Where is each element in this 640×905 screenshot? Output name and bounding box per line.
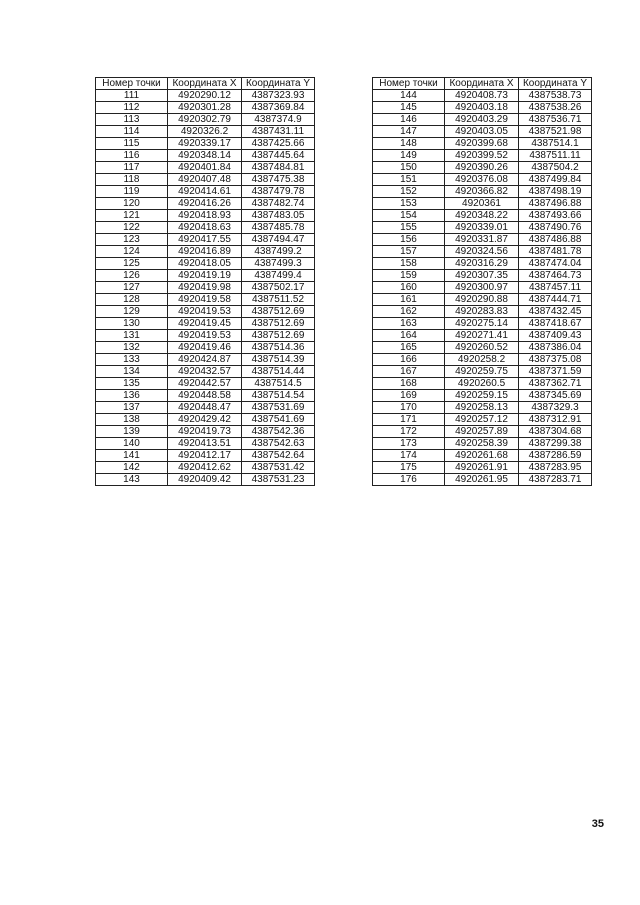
cell-coordinate-y: 4387538.26 (519, 102, 592, 114)
cell-coordinate-y: 4387304.68 (519, 426, 592, 438)
cell-coordinate-x: 4920419.46 (168, 342, 242, 354)
cell-coordinate-x: 4920419.58 (168, 294, 242, 306)
cell-coordinate-y: 4387504.2 (519, 162, 592, 174)
table-row (96, 282, 315, 294)
cell-point-number: 148 (373, 138, 445, 150)
cell-point-number: 161 (373, 294, 445, 306)
cell-point-number: 151 (373, 174, 445, 186)
cell-coordinate-x: 4920258.2 (445, 354, 519, 366)
cell-coordinate-x: 4920432.57 (168, 366, 242, 378)
table-row (96, 210, 315, 222)
cell-point-number: 154 (373, 210, 445, 222)
cell-coordinate-y: 4387514.54 (242, 390, 315, 402)
cell-coordinate-x: 4920275.14 (445, 318, 519, 330)
cell-coordinate-x: 4920403.29 (445, 114, 519, 126)
table-row (96, 474, 315, 486)
table-row (373, 150, 592, 162)
cell-coordinate-y: 4387329.3 (519, 402, 592, 414)
table-row (96, 342, 315, 354)
table-row (96, 186, 315, 198)
cell-coordinate-x: 4920261.68 (445, 450, 519, 462)
cell-point-number: 126 (96, 270, 168, 282)
cell-point-number: 120 (96, 198, 168, 210)
table-row (96, 438, 315, 450)
cell-coordinate-y: 4387511.11 (519, 150, 592, 162)
cell-point-number: 167 (373, 366, 445, 378)
cell-coordinate-x: 4920419.98 (168, 282, 242, 294)
cell-point-number: 141 (96, 450, 168, 462)
table-row (96, 354, 315, 366)
table-row (96, 90, 315, 102)
table-header-row (373, 78, 592, 90)
cell-point-number: 169 (373, 390, 445, 402)
cell-coordinate-x: 4920399.68 (445, 138, 519, 150)
table-row (373, 438, 592, 450)
cell-coordinate-x: 4920419.73 (168, 426, 242, 438)
table-row (373, 378, 592, 390)
table-row (373, 162, 592, 174)
cell-coordinate-x: 4920258.39 (445, 438, 519, 450)
cell-coordinate-x: 4920260.52 (445, 342, 519, 354)
cell-coordinate-x: 4920419.53 (168, 330, 242, 342)
cell-point-number: 170 (373, 402, 445, 414)
cell-coordinate-x: 4920361 (445, 198, 519, 210)
cell-coordinate-y: 4387514.39 (242, 354, 315, 366)
cell-coordinate-y: 4387482.74 (242, 198, 315, 210)
cell-point-number: 114 (96, 126, 168, 138)
cell-point-number: 139 (96, 426, 168, 438)
cell-coordinate-y: 4387323.93 (242, 90, 315, 102)
table-row (373, 462, 592, 474)
cell-point-number: 165 (373, 342, 445, 354)
cell-coordinate-x: 4920259.15 (445, 390, 519, 402)
cell-coordinate-y: 4387538.73 (519, 90, 592, 102)
cell-point-number: 116 (96, 150, 168, 162)
cell-coordinate-x: 4920258.13 (445, 402, 519, 414)
cell-point-number: 156 (373, 234, 445, 246)
cell-coordinate-y: 4387514.1 (519, 138, 592, 150)
cell-coordinate-x: 4920348.22 (445, 210, 519, 222)
table-row (373, 282, 592, 294)
cell-point-number: 172 (373, 426, 445, 438)
table-row (373, 306, 592, 318)
cell-point-number: 125 (96, 258, 168, 270)
cell-coordinate-y: 4387386.04 (519, 342, 592, 354)
cell-coordinate-x: 4920442.57 (168, 378, 242, 390)
cell-coordinate-y: 4387496.88 (519, 198, 592, 210)
cell-coordinate-x: 4920408.73 (445, 90, 519, 102)
cell-coordinate-y: 4387511.52 (242, 294, 315, 306)
cell-coordinate-x: 4920331.87 (445, 234, 519, 246)
table-row (96, 270, 315, 282)
cell-coordinate-y: 4387474.04 (519, 258, 592, 270)
cell-coordinate-x: 4920407.48 (168, 174, 242, 186)
coordinates-table-right (372, 77, 592, 486)
cell-point-number: 128 (96, 294, 168, 306)
cell-coordinate-y: 4387542.36 (242, 426, 315, 438)
cell-point-number: 157 (373, 246, 445, 258)
cell-coordinate-x: 4920261.95 (445, 474, 519, 486)
table-row (373, 450, 592, 462)
cell-coordinate-x: 4920290.88 (445, 294, 519, 306)
cell-coordinate-y: 4387479.78 (242, 186, 315, 198)
cell-coordinate-x: 4920376.08 (445, 174, 519, 186)
table-row (373, 294, 592, 306)
cell-coordinate-x: 4920283.83 (445, 306, 519, 318)
cell-point-number: 150 (373, 162, 445, 174)
cell-point-number: 135 (96, 378, 168, 390)
cell-point-number: 131 (96, 330, 168, 342)
cell-coordinate-y: 4387494.47 (242, 234, 315, 246)
cell-coordinate-x: 4920412.62 (168, 462, 242, 474)
table-row (373, 222, 592, 234)
cell-point-number: 115 (96, 138, 168, 150)
cell-coordinate-y: 4387531.42 (242, 462, 315, 474)
cell-coordinate-y: 4387490.76 (519, 222, 592, 234)
column-header-point-number: Номер точки (96, 78, 168, 90)
table-row (96, 378, 315, 390)
cell-coordinate-y: 4387512.69 (242, 318, 315, 330)
cell-coordinate-x: 4920390.26 (445, 162, 519, 174)
cell-coordinate-x: 4920257.12 (445, 414, 519, 426)
table-row (96, 306, 315, 318)
table-row (373, 414, 592, 426)
cell-coordinate-y: 4387486.88 (519, 234, 592, 246)
table-row (96, 414, 315, 426)
cell-coordinate-x: 4920413.51 (168, 438, 242, 450)
cell-coordinate-x: 4920348.14 (168, 150, 242, 162)
cell-coordinate-x: 4920339.01 (445, 222, 519, 234)
table-row (373, 234, 592, 246)
table-row (96, 390, 315, 402)
cell-point-number: 123 (96, 234, 168, 246)
cell-point-number: 137 (96, 402, 168, 414)
cell-coordinate-x: 4920271.41 (445, 330, 519, 342)
cell-point-number: 112 (96, 102, 168, 114)
table-row (373, 210, 592, 222)
cell-coordinate-x: 4920401.84 (168, 162, 242, 174)
table-row (373, 174, 592, 186)
cell-coordinate-y: 4387512.69 (242, 306, 315, 318)
cell-point-number: 162 (373, 306, 445, 318)
table-row (373, 426, 592, 438)
column-header-coordinate-y: Координата Y (242, 78, 315, 90)
cell-coordinate-x: 4920419.45 (168, 318, 242, 330)
table-row (373, 354, 592, 366)
cell-coordinate-x: 4920448.58 (168, 390, 242, 402)
table-row (96, 450, 315, 462)
cell-point-number: 130 (96, 318, 168, 330)
cell-point-number: 160 (373, 282, 445, 294)
cell-coordinate-x: 4920307.35 (445, 270, 519, 282)
cell-coordinate-y: 4387283.95 (519, 462, 592, 474)
cell-point-number: 159 (373, 270, 445, 282)
column-header-coordinate-y: Координата Y (519, 78, 592, 90)
cell-coordinate-x: 4920339.17 (168, 138, 242, 150)
table-row (373, 330, 592, 342)
cell-point-number: 132 (96, 342, 168, 354)
cell-coordinate-x: 4920416.89 (168, 246, 242, 258)
cell-coordinate-y: 4387541.69 (242, 414, 315, 426)
cell-point-number: 168 (373, 378, 445, 390)
cell-coordinate-x: 4920409.42 (168, 474, 242, 486)
cell-point-number: 127 (96, 282, 168, 294)
cell-point-number: 166 (373, 354, 445, 366)
cell-coordinate-y: 4387432.45 (519, 306, 592, 318)
cell-coordinate-x: 4920260.5 (445, 378, 519, 390)
cell-coordinate-x: 4920418.63 (168, 222, 242, 234)
table-row (373, 138, 592, 150)
cell-point-number: 153 (373, 198, 445, 210)
cell-point-number: 155 (373, 222, 445, 234)
cell-coordinate-x: 4920416.26 (168, 198, 242, 210)
table-row (96, 366, 315, 378)
cell-coordinate-y: 4387312.91 (519, 414, 592, 426)
table-row (96, 426, 315, 438)
cell-point-number: 133 (96, 354, 168, 366)
coordinates-table-left (95, 77, 315, 486)
cell-coordinate-y: 4387418.67 (519, 318, 592, 330)
table-row (96, 258, 315, 270)
table-row (373, 270, 592, 282)
cell-coordinate-y: 4387485.78 (242, 222, 315, 234)
cell-coordinate-y: 4387345.69 (519, 390, 592, 402)
table-header-row (96, 78, 315, 90)
table-row (96, 162, 315, 174)
cell-point-number: 158 (373, 258, 445, 270)
cell-coordinate-x: 4920302.79 (168, 114, 242, 126)
cell-point-number: 136 (96, 390, 168, 402)
table-row (373, 126, 592, 138)
cell-coordinate-x: 4920316.29 (445, 258, 519, 270)
cell-coordinate-y: 4387514.5 (242, 378, 315, 390)
cell-coordinate-x: 4920257.89 (445, 426, 519, 438)
table-row (96, 150, 315, 162)
page-number: 35 (591, 818, 604, 830)
cell-coordinate-y: 4387375.08 (519, 354, 592, 366)
cell-point-number: 118 (96, 174, 168, 186)
cell-coordinate-x: 4920414.61 (168, 186, 242, 198)
cell-coordinate-x: 4920301.28 (168, 102, 242, 114)
cell-coordinate-y: 4387483.05 (242, 210, 315, 222)
cell-point-number: 164 (373, 330, 445, 342)
cell-coordinate-y: 4387369.84 (242, 102, 315, 114)
cell-point-number: 146 (373, 114, 445, 126)
cell-coordinate-y: 4387514.44 (242, 366, 315, 378)
cell-point-number: 173 (373, 438, 445, 450)
table-row (373, 390, 592, 402)
cell-coordinate-y: 4387536.71 (519, 114, 592, 126)
cell-coordinate-x: 4920418.05 (168, 258, 242, 270)
table-row (373, 90, 592, 102)
cell-coordinate-y: 4387542.63 (242, 438, 315, 450)
cell-coordinate-y: 4387498.19 (519, 186, 592, 198)
cell-coordinate-y: 4387493.66 (519, 210, 592, 222)
cell-coordinate-x: 4920403.05 (445, 126, 519, 138)
table-row (96, 318, 315, 330)
cell-point-number: 152 (373, 186, 445, 198)
cell-coordinate-y: 4387371.59 (519, 366, 592, 378)
cell-coordinate-x: 4920261.91 (445, 462, 519, 474)
cell-coordinate-y: 4387499.84 (519, 174, 592, 186)
cell-point-number: 117 (96, 162, 168, 174)
cell-point-number: 122 (96, 222, 168, 234)
table-row (373, 114, 592, 126)
cell-coordinate-y: 4387464.73 (519, 270, 592, 282)
cell-coordinate-x: 4920429.42 (168, 414, 242, 426)
cell-coordinate-y: 4387484.81 (242, 162, 315, 174)
table-row (96, 462, 315, 474)
table-row (373, 318, 592, 330)
cell-coordinate-x: 4920424.87 (168, 354, 242, 366)
cell-point-number: 143 (96, 474, 168, 486)
cell-coordinate-x: 4920403.18 (445, 102, 519, 114)
table-row (96, 126, 315, 138)
cell-coordinate-x: 4920300.97 (445, 282, 519, 294)
column-header-point-number: Номер точки (373, 78, 445, 90)
cell-point-number: 175 (373, 462, 445, 474)
cell-point-number: 171 (373, 414, 445, 426)
cell-coordinate-y: 4387512.69 (242, 330, 315, 342)
cell-point-number: 142 (96, 462, 168, 474)
cell-point-number: 111 (96, 90, 168, 102)
table-row (96, 114, 315, 126)
table-row (373, 102, 592, 114)
column-header-coordinate-x: Координата X (168, 78, 242, 90)
cell-coordinate-y: 4387502.17 (242, 282, 315, 294)
cell-coordinate-x: 4920290.12 (168, 90, 242, 102)
cell-coordinate-y: 4387409.43 (519, 330, 592, 342)
cell-point-number: 174 (373, 450, 445, 462)
column-header-coordinate-x: Координата X (445, 78, 519, 90)
cell-coordinate-x: 4920419.53 (168, 306, 242, 318)
table-row (96, 402, 315, 414)
cell-coordinate-x: 4920399.52 (445, 150, 519, 162)
cell-coordinate-y: 4387542.64 (242, 450, 315, 462)
cell-coordinate-y: 4387431.11 (242, 126, 315, 138)
table-row (96, 102, 315, 114)
cell-coordinate-x: 4920366.82 (445, 186, 519, 198)
cell-point-number: 121 (96, 210, 168, 222)
cell-point-number: 149 (373, 150, 445, 162)
cell-point-number: 163 (373, 318, 445, 330)
cell-point-number: 145 (373, 102, 445, 114)
table-row (373, 474, 592, 486)
table-row (96, 246, 315, 258)
cell-coordinate-y: 4387425.66 (242, 138, 315, 150)
cell-coordinate-y: 4387475.38 (242, 174, 315, 186)
cell-point-number: 119 (96, 186, 168, 198)
cell-coordinate-y: 4387299.38 (519, 438, 592, 450)
table-row (373, 258, 592, 270)
cell-coordinate-y: 4387283.71 (519, 474, 592, 486)
table-row (96, 174, 315, 186)
cell-coordinate-y: 4387531.69 (242, 402, 315, 414)
table-row (96, 222, 315, 234)
cell-coordinate-y: 4387499.2 (242, 246, 315, 258)
table-row (373, 198, 592, 210)
cell-point-number: 147 (373, 126, 445, 138)
cell-coordinate-x: 4920418.93 (168, 210, 242, 222)
table-row (96, 198, 315, 210)
cell-point-number: 129 (96, 306, 168, 318)
cell-coordinate-y: 4387521.98 (519, 126, 592, 138)
cell-coordinate-x: 4920417.55 (168, 234, 242, 246)
cell-coordinate-x: 4920448.47 (168, 402, 242, 414)
table-row (96, 234, 315, 246)
cell-point-number: 134 (96, 366, 168, 378)
cell-point-number: 113 (96, 114, 168, 126)
cell-coordinate-y: 4387499.3 (242, 258, 315, 270)
table-row (373, 402, 592, 414)
cell-point-number: 144 (373, 90, 445, 102)
table-row (373, 246, 592, 258)
table-row (96, 138, 315, 150)
table-row (373, 186, 592, 198)
cell-coordinate-x: 4920419.19 (168, 270, 242, 282)
table-row (373, 342, 592, 354)
cell-coordinate-y: 4387457.11 (519, 282, 592, 294)
cell-coordinate-y: 4387499.4 (242, 270, 315, 282)
cell-coordinate-x: 4920259.75 (445, 366, 519, 378)
cell-coordinate-y: 4387481.78 (519, 246, 592, 258)
cell-coordinate-x: 4920326.2 (168, 126, 242, 138)
cell-coordinate-y: 4387531.23 (242, 474, 315, 486)
cell-coordinate-y: 4387286.59 (519, 450, 592, 462)
cell-point-number: 124 (96, 246, 168, 258)
cell-point-number: 176 (373, 474, 445, 486)
cell-coordinate-x: 4920412.17 (168, 450, 242, 462)
cell-coordinate-y: 4387444.71 (519, 294, 592, 306)
cell-point-number: 140 (96, 438, 168, 450)
cell-coordinate-x: 4920324.56 (445, 246, 519, 258)
cell-coordinate-y: 4387445.64 (242, 150, 315, 162)
table-row (96, 294, 315, 306)
cell-coordinate-y: 4387362.71 (519, 378, 592, 390)
cell-point-number: 138 (96, 414, 168, 426)
cell-coordinate-y: 4387514.36 (242, 342, 315, 354)
cell-coordinate-y: 4387374.9 (242, 114, 315, 126)
table-row (96, 330, 315, 342)
table-row (373, 366, 592, 378)
